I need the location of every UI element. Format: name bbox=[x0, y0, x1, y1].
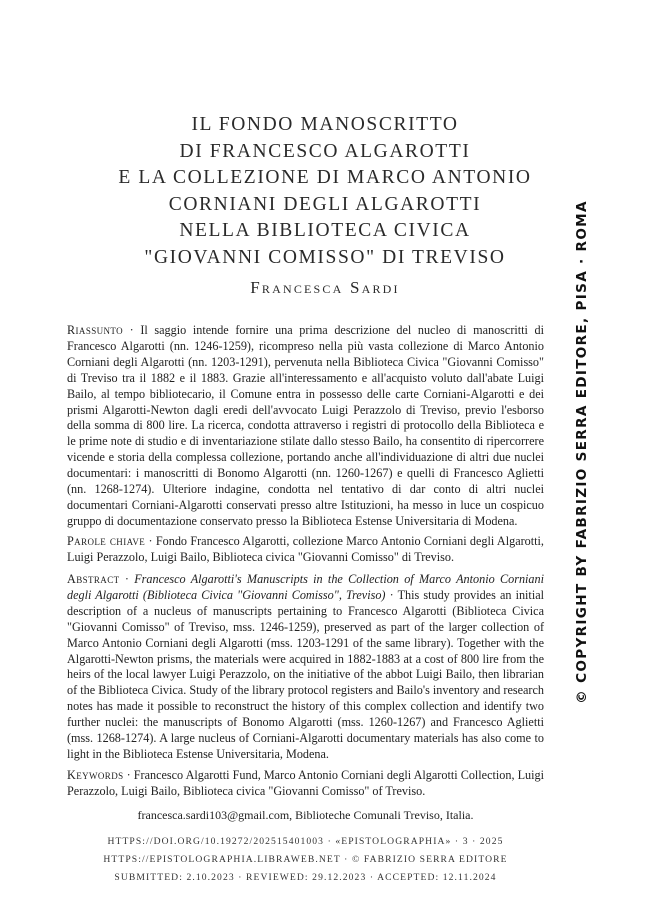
abstract-label: Abstract bbox=[67, 572, 120, 586]
keywords-label: Keywords bbox=[67, 768, 124, 782]
footer-site-line: HTTPS://EPISTOLOGRAPHIA.LIBRAWEB.NET · © FABRIZIO SERRA EDITORE bbox=[103, 854, 508, 865]
abstract-italic-title: Francesco Algarotti's Manuscripts in the Collection of Marco Antonio Corniani degli Algarotti (Biblioteca Civica "Giovanni Comisso", Treviso) bbox=[67, 572, 545, 602]
parole-chiave-label: Parole chiave bbox=[67, 534, 146, 548]
parole-chiave-paragraph bbox=[67, 534, 544, 566]
riassunto-paragraph bbox=[67, 323, 544, 530]
separator: · bbox=[123, 768, 134, 782]
article-title bbox=[70, 112, 580, 271]
riassunto-label: Riassunto bbox=[67, 323, 124, 337]
footer-dates-line: SUBMITTED: 2.10.2023 · REVIEWED: 29.12.2023 · ACCEPTED: 12.11.2024 bbox=[114, 872, 497, 883]
copyright-sidebar bbox=[567, 200, 597, 704]
title-line: CORNIANI DEGLI ALGAROTTI bbox=[168, 193, 482, 215]
copyright-text: © COPYRIGHT BY FABRIZIO SERRA EDITORE, PISA · ROMA bbox=[574, 200, 590, 704]
separator: · bbox=[119, 572, 135, 586]
title-line: IL FONDO MANOSCRITTO bbox=[191, 114, 459, 135]
keywords-paragraph bbox=[67, 768, 544, 800]
abstract-paragraph bbox=[67, 572, 544, 763]
keywords-text: Francesco Algarotti Fund, Marco Antonio Corniani degli Algarotti Collection, Luigi Perazzolo, Luigi Bailo, Biblioteca civica "Giovanni Comisso" of Treviso. bbox=[67, 768, 544, 798]
title-line: "GIOVANNI COMISSO" DI TREVISO bbox=[144, 246, 506, 268]
title-line: DI FRANCESCO ALGAROTTI bbox=[179, 140, 471, 162]
separator: · bbox=[123, 323, 141, 337]
footer-doi-line: HTTPS://DOI.ORG/10.19272/202515401003 · «EPISTOLOGRAPHIA» · 3 · 2025 bbox=[107, 836, 504, 847]
abstract-text: This study provides an initial description of a nucleus of manuscripts pertaining to Francesco Algarotti (Biblioteca Civica "Giovanni Comisso" of Treviso, mss. 1246-1259), preserved as part of the larger collection of Marco Antonio Corniani degli Algarotti (mss. 1203-1291 of the same library). Together with the Algarotti-Newton prisms, the materials were acquired in 1882-1883 at a cost of 800 lire from the heirs of the local lawyer Luigi Perazzolo, on the initiative of the abbot Luigi Bailo, then librarian of the Biblioteca Civica. Study of the library protocol registers and Bailo's inventory and research notes has made it possible to reconstruct the history of this complex collection and identify two further nuclei: the manuscripts of Bonomo Algarotti (mss. 1260-1267) and Francesco Aglietti (mss. 1268-1274). A large nucleus of Corniani-Algarotti documentary materials has also come to light in the Biblioteca Estense Universitaria, Modena. bbox=[67, 587, 545, 761]
separator: · bbox=[385, 587, 398, 602]
parole-chiave-text: Fondo Francesco Algarotti, collezione Marco Antonio Corniani degli Algarotti, Luigi Perazzolo, Luigi Bailo, Biblioteca civica "Giovanni Comisso" di Treviso. bbox=[67, 534, 544, 564]
riassunto-text: Il saggio intende fornire una prima descrizione del nucleo di manoscritti di Francesco Algarotti (nn. 1246-1259), ricompreso nella più vasta collezione di Marco Antonio Corniani degli Algarotti (nn. 1203-1291), pervenuta nella Biblioteca Civica "Giovanni Comisso" di Treviso tra il 1882 e il 1883. Grazie all'interessamento e all'acquisto voluto dall'abate Luigi Bailo, al tempo bibliotecario, il Comune entra in possesso delle carte Corniani-Algarotti e dei prismi Algarotti-Newton dagli eredi dell'avvocato Luigi Perazzolo di Treviso, previo l'esborso della somma di 800 lire. La ricerca, condotta attraverso i registri di protocollo della Biblioteca e le prime note di studio e di inventariazione stilate dallo stesso Bailo, ha consentito di ripercorrere vicende e storia della complessa collezione, portando anche all'individuazione di altri due nuclei documentari: i manoscritti di Bonomo Algarotti (nn. 1260-1267) e quelli di Francesco Aglietti (nn. 1268-1274). Ulteriore indagine, condotta nel tentativo di dar conto di altri nuclei documentari Corniani-Algarotti conservati presso altre Istituzioni, ha messo in luce un cospicuo gruppo di documentazione conservato presso la Biblioteca Estense Universitaria di Modena. bbox=[67, 323, 545, 528]
separator: · bbox=[145, 534, 156, 548]
title-line: E LA COLLEZIONE DI MARCO ANTONIO bbox=[118, 167, 532, 188]
author-email-affiliation: francesca.sardi103@gmail.com, Biblioteche Comunali Treviso, Italia. bbox=[137, 808, 474, 822]
title-line: NELLA BIBLIOTECA CIVICA bbox=[179, 220, 471, 241]
author-name: Francesca Sardi bbox=[250, 278, 400, 297]
